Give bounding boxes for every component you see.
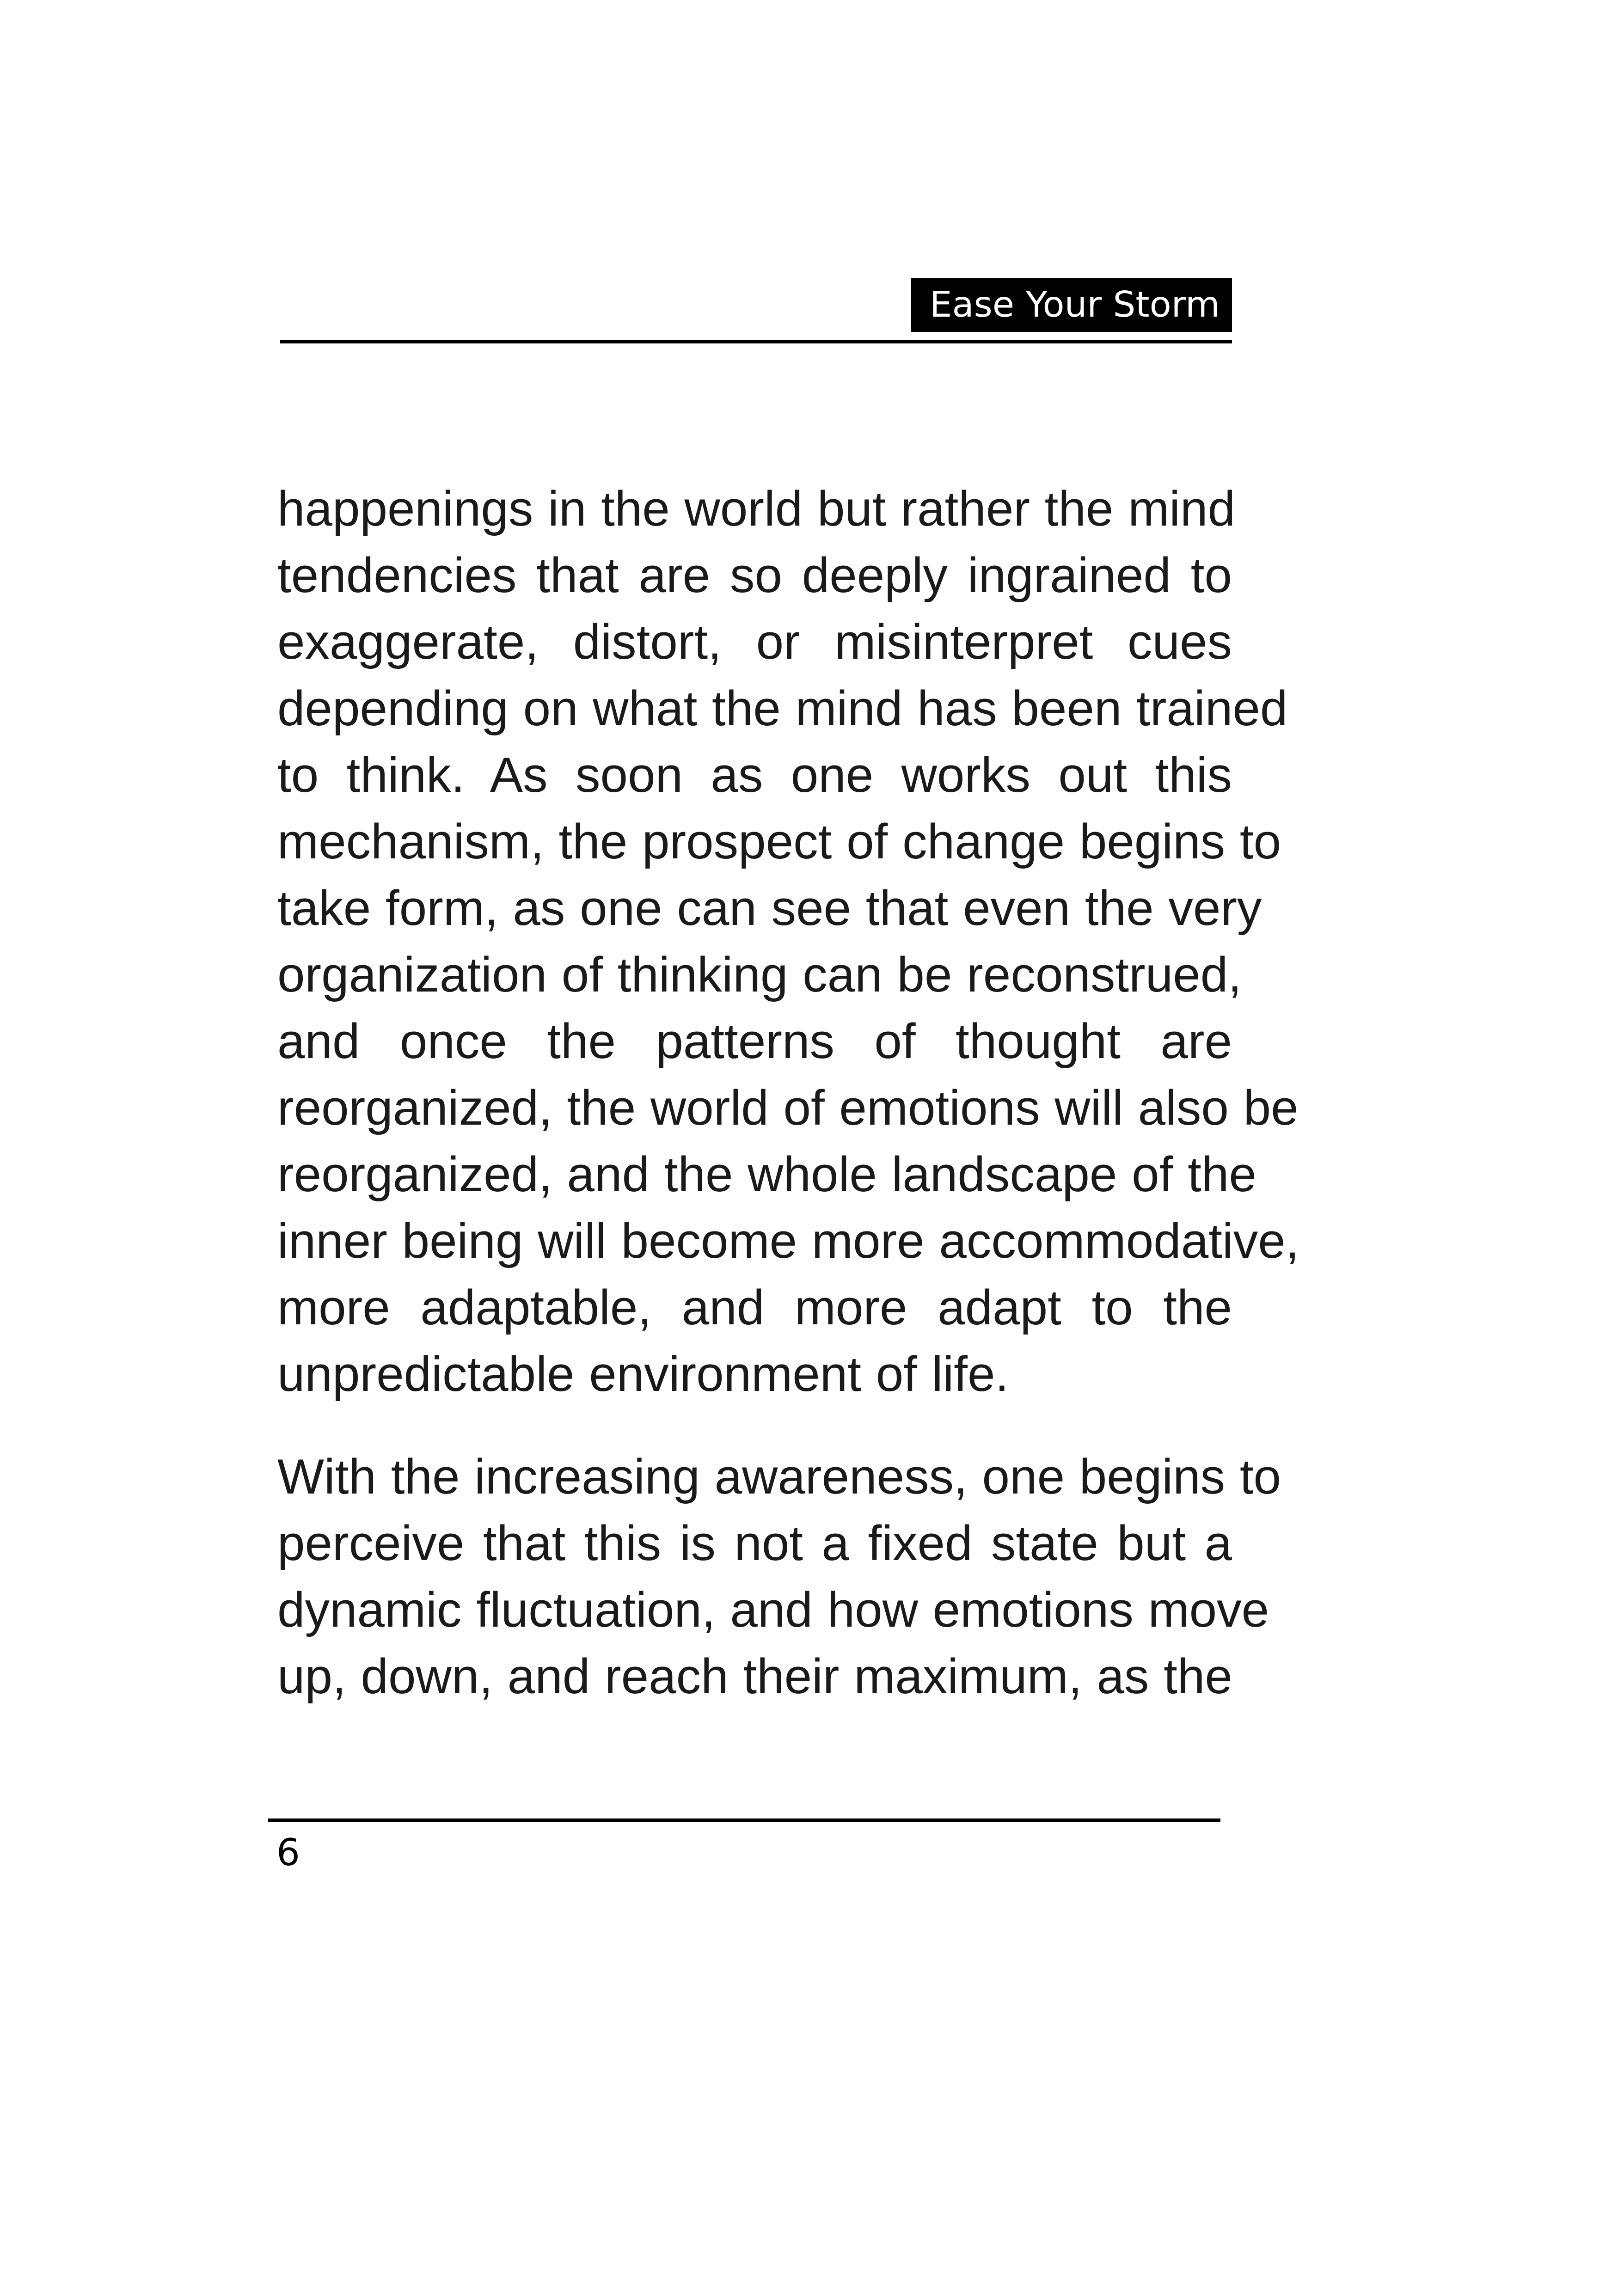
- text-line: and once the patterns of thought are: [277, 1013, 1232, 1069]
- text-line: more adaptable, and more adapt to the: [277, 1280, 1232, 1335]
- text-line: depending on what the mind has been trained: [277, 680, 1288, 736]
- text-line: mechanism, the prospect of change begins to: [277, 814, 1281, 869]
- text-line: exaggerate, distort, or misinterpret cues: [277, 614, 1232, 669]
- text-line: inner being will become more accommodative,: [277, 1213, 1299, 1268]
- text-line: happenings in the world but rather the mind: [277, 481, 1236, 536]
- text-line: unpredictable environment of life.: [277, 1346, 1009, 1402]
- footer-rule: [268, 1818, 1220, 1822]
- text-line: to think. As soon as one works out this: [277, 747, 1232, 802]
- text-line: reorganized, and the whole landscape of the: [277, 1146, 1256, 1202]
- text-line: dynamic fluctuation, and how emotions move: [277, 1582, 1269, 1637]
- text-line: tendencies that are so deeply ingrained to: [277, 547, 1232, 603]
- paragraph-2: [277, 1443, 1281, 1709]
- header-rule: [280, 340, 1232, 343]
- running-header-title: Ease Your Storm: [911, 278, 1232, 332]
- paragraph-1: [277, 475, 1299, 1407]
- text-line: With the increasing awareness, one begins to: [277, 1449, 1281, 1504]
- text-line: organization of thinking can be reconstrued,: [277, 947, 1242, 1002]
- page-number: 6: [276, 1831, 300, 1874]
- page-body: [277, 475, 1299, 1709]
- text-line: perceive that this is not a fixed state but a: [277, 1515, 1232, 1571]
- text-line: take form, as one can see that even the very: [277, 880, 1262, 936]
- text-line: reorganized, the world of emotions will also be: [277, 1080, 1299, 1135]
- text-line: up, down, and reach their maximum, as the: [277, 1648, 1232, 1704]
